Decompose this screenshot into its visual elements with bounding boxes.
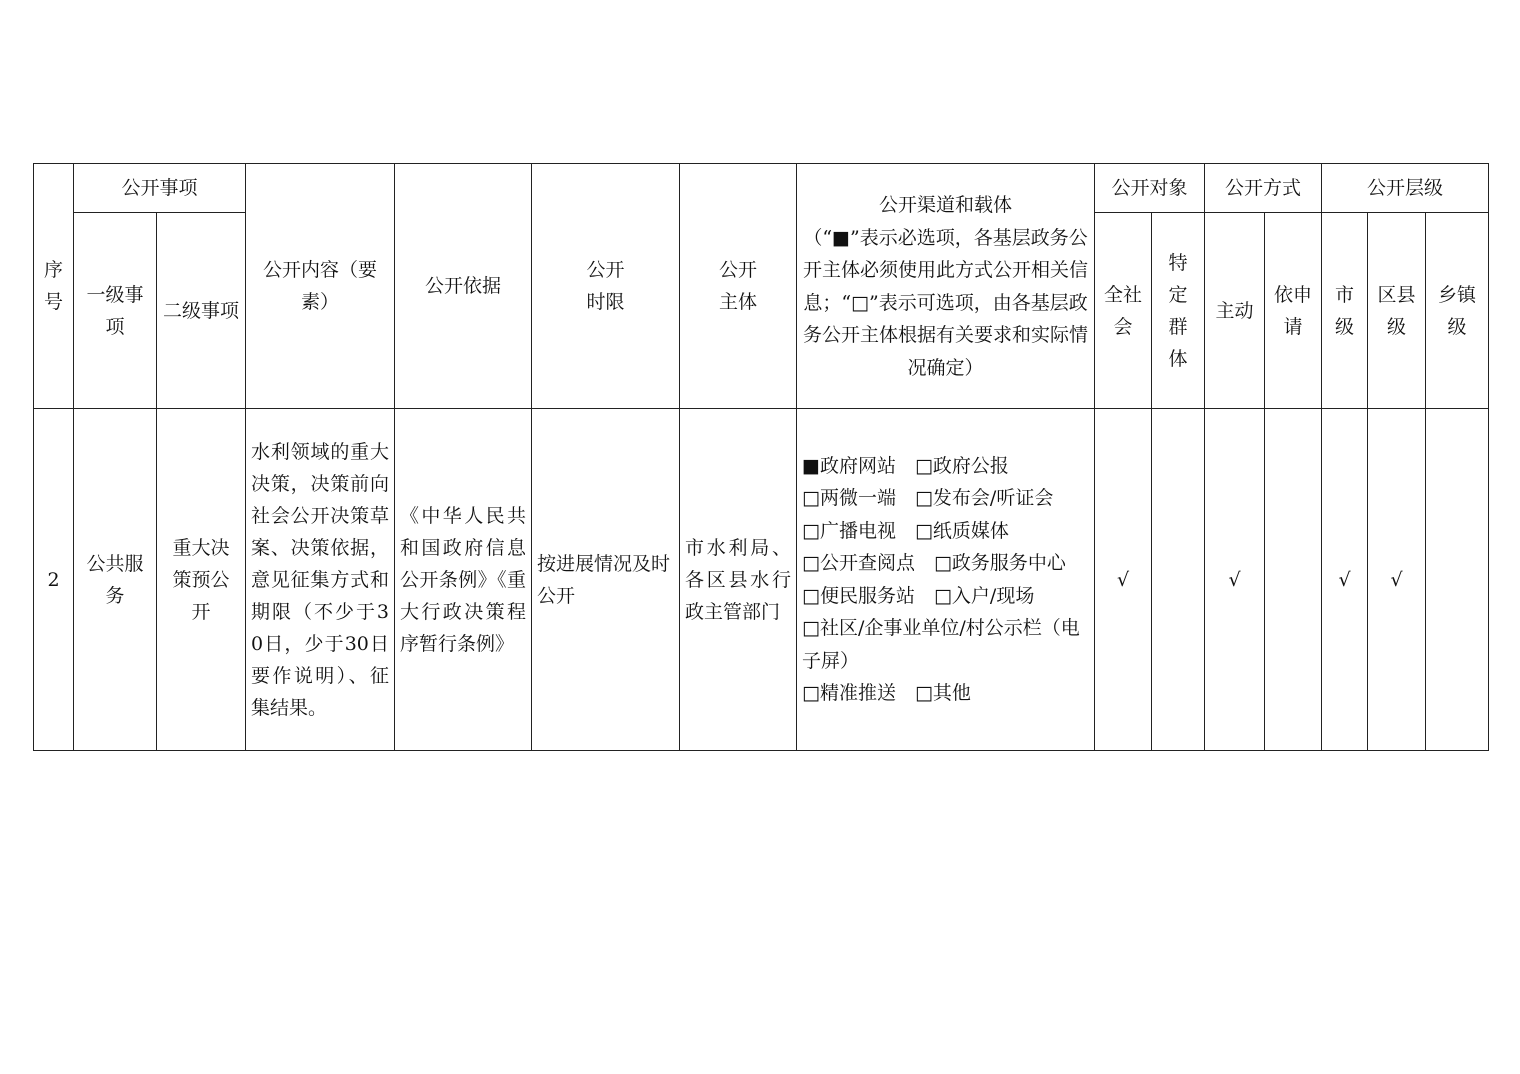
header-subject: 公开主体 [680, 164, 797, 409]
cell-basis: 《中华人民共和国政府信息公开条例》《重大行政决策程序暂行条例》 [395, 409, 532, 751]
header-row-1 [34, 164, 1489, 213]
channel-line: □精准推送 □其他 [802, 682, 971, 704]
header-channel-title: 公开渠道和载体 [879, 193, 1013, 216]
header-time-limit: 公开时限 [532, 164, 680, 409]
header-basis: 公开依据 [395, 164, 532, 409]
cell-audience-all: √ [1095, 409, 1152, 751]
table-row [34, 409, 1489, 751]
cell-audience-specific [1152, 409, 1205, 751]
header-level-town: 乡镇级 [1426, 213, 1489, 409]
channel-line: □广播电视 □纸质媒体 [802, 519, 1009, 542]
header-level2: 二级事项 [157, 213, 246, 409]
cell-time-limit: 按进展情况及时公开 [532, 409, 680, 751]
header-audience-all: 全社会 [1095, 213, 1152, 409]
header-method-active: 主动 [1205, 213, 1265, 409]
header-level-county: 区县级 [1368, 213, 1426, 409]
cell-subject: 市水利局、各区县水行政主管部门 [680, 409, 797, 751]
header-method-request: 依申请 [1265, 213, 1322, 409]
cell-method-active: √ [1205, 409, 1265, 751]
header-audience-specific: 特定群体 [1152, 213, 1205, 409]
cell-level1: 公共服务 [74, 409, 157, 751]
cell-channels [797, 409, 1095, 751]
cell-seq: 2 [34, 409, 74, 751]
header-content: 公开内容（要素） [246, 164, 395, 409]
cell-level-city: √ [1322, 409, 1368, 751]
cell-level-county: √ [1368, 409, 1426, 751]
header-audience-group: 公开对象 [1095, 164, 1205, 213]
channel-line: ■政府网站 □政府公报 [802, 454, 1009, 477]
header-matter-group: 公开事项 [74, 164, 246, 213]
header-channel-note: （“■”表示必选项，各基层政务公开主体必须使用此方式公开相关信息；“□”表示可选项，由各基层政务公开主体根据有关要求和实际情况确定） [803, 226, 1089, 379]
header-method-group: 公开方式 [1205, 164, 1322, 213]
header-level-group: 公开层级 [1322, 164, 1489, 213]
cell-content: 水利领域的重大决策，决策前向社会公开决策草案、决策依据，意见征集方式和期限（不少于30日，少于30日要作说明）、征集结果。 [246, 409, 395, 751]
header-level1: 一级事项 [74, 213, 157, 409]
channel-line: □社区/企事业单位/村公示栏（电子屏） [802, 617, 1080, 672]
disclosure-table [33, 163, 1489, 751]
channel-line: □两微一端 □发布会/听证会 [802, 487, 1054, 509]
cell-level-town [1426, 409, 1489, 751]
channel-line: □公开查阅点 □政务服务中心 [802, 552, 1066, 574]
header-channel [797, 164, 1095, 409]
header-level-city: 市级 [1322, 213, 1368, 409]
header-seq: 序号 [34, 164, 74, 409]
channel-line: □便民服务站 □入户/现场 [802, 584, 1035, 607]
cell-method-request [1265, 409, 1322, 751]
cell-level2: 重大决策预公开 [157, 409, 246, 751]
